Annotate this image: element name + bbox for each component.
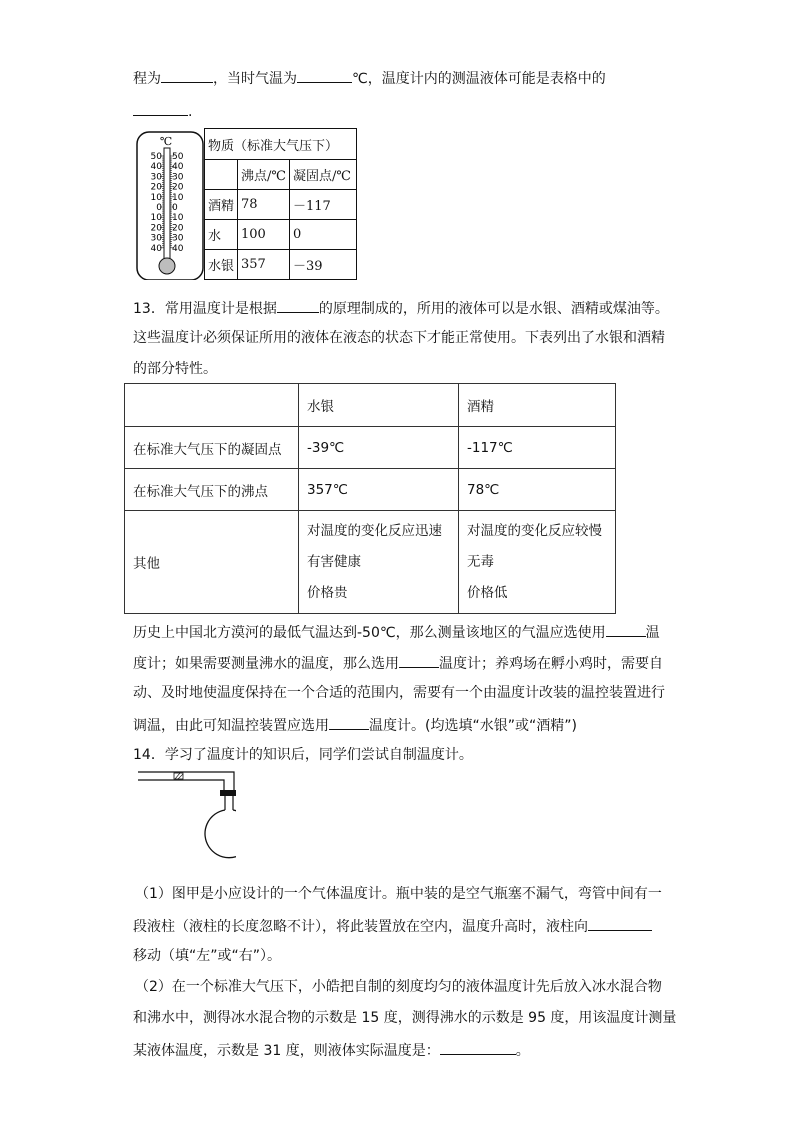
substance-freeze: －39 — [289, 250, 356, 280]
q13-blank-principle[interactable] — [277, 297, 319, 313]
q14-s2-line2: 和沸水中，测得冰水混合物的示数是 15 度，测得沸水的示数是 95 度，用该温度计测量 — [133, 1010, 677, 1026]
thermometer-figure — [136, 130, 206, 280]
substance-table-header: 物质（标准大气压下） — [205, 129, 357, 160]
thermometer-right-label: 40 — [172, 243, 184, 254]
thermometer-left-label: 10 — [150, 192, 162, 203]
thermometer-right-label: 20 — [172, 223, 184, 234]
q12-text-b: ，当时气温为 — [213, 71, 297, 87]
q13-para-line2 — [133, 652, 663, 674]
substance-table-col-boil: 沸点/℃ — [238, 160, 290, 190]
q14-intro: 14．学习了温度计的知识后，同学们尝试自制温度计。 — [133, 747, 473, 763]
thermometer-right-label: 40 — [172, 162, 184, 173]
q13-blank-boiling[interactable] — [399, 652, 439, 668]
q13-p2-b: 温度计；养鸡场在孵小鸡时，需要自 — [439, 656, 663, 672]
properties-mercury-line: 价格贵 — [307, 584, 348, 601]
q12-line1 — [133, 67, 606, 89]
properties-alcohol-cell — [459, 511, 616, 614]
substance-table — [204, 128, 357, 280]
substance-freeze: －117 — [289, 190, 356, 220]
q12-blank-3[interactable] — [133, 100, 188, 116]
q14-s2-line1: （2）在一个标准大气压下，小皓把自制的刻度均匀的液体温度计先后放入冰水混合物 — [135, 979, 662, 995]
table-row — [125, 511, 616, 614]
gas-thermometer-figure — [136, 770, 236, 870]
q13-text-a: 13．常用温度计是根据 — [133, 301, 277, 317]
table-row — [205, 250, 357, 280]
properties-row-label: 其他 — [125, 511, 299, 614]
properties-head-alcohol: 酒精 — [459, 384, 616, 427]
table-row — [125, 427, 616, 469]
thermometer-right-label: 10 — [172, 192, 184, 203]
substance-boil: 78 — [238, 190, 290, 220]
properties-head-empty — [125, 384, 299, 427]
q12-text-c: ℃，温度计内的测温液体可能是表格中的 — [352, 71, 606, 87]
thermometer-left-label: 20 — [150, 182, 162, 193]
q12-blank-1[interactable] — [161, 67, 213, 83]
q14-s1-line2 — [133, 915, 652, 937]
q12-text-a: 程为 — [133, 71, 161, 87]
table-row — [205, 220, 357, 250]
substance-boil: 100 — [238, 220, 290, 250]
properties-mercury-cell: 357℃ — [299, 469, 459, 511]
q14-s2-text-b: 。 — [515, 1043, 530, 1059]
substance-boil: 357 — [238, 250, 290, 280]
q13-p2-a: 度计；如果需要测量沸水的温度，那么选用 — [133, 656, 399, 672]
q12-line2 — [133, 100, 192, 122]
properties-alcohol-line: 对温度的变化反应较慢 — [467, 522, 602, 539]
thermometer-right-label: 20 — [172, 182, 184, 193]
substance-freeze: 0 — [289, 220, 356, 250]
thermometer-left-label: 50 — [150, 152, 162, 162]
substance-name: 水银 — [205, 250, 238, 280]
properties-row-label: 在标准大气压下的凝固点 — [125, 427, 299, 469]
table-row — [125, 469, 616, 511]
properties-mercury-cell — [299, 511, 459, 614]
thermometer-left-label: 40 — [150, 162, 162, 173]
q13-blank-mohe[interactable] — [606, 621, 646, 637]
q13-line1 — [133, 297, 669, 319]
q13-line2: 这些温度计必须保证所用的液体在液态的状态下才能正常使用。下表列出了水银和酒精 — [133, 330, 665, 346]
thermometer-right-label: 0 — [172, 203, 178, 213]
properties-mercury-line: 对温度的变化反应迅速 — [307, 522, 442, 539]
thermometer-left-label: 10 — [150, 213, 162, 224]
properties-table — [124, 383, 616, 614]
substance-table-col-freeze: 凝固点/℃ — [289, 160, 356, 190]
q13-p4-a: 调温，由此可知温控装置应选用 — [133, 718, 329, 734]
q13-text-b: 的原理制成的，所用的液体可以是水银、酒精或煤油等。 — [318, 301, 669, 317]
properties-alcohol-cell: 78℃ — [459, 469, 616, 511]
q13-p1-b: 温 — [645, 625, 660, 641]
thermometer-left-label: 20 — [150, 223, 162, 234]
thermometer-left-label: 0 — [156, 203, 162, 213]
thermometer-right-scale — [172, 152, 184, 254]
properties-head-mercury: 水银 — [299, 384, 459, 427]
table-row — [205, 190, 357, 220]
substance-name: 水 — [205, 220, 238, 250]
q13-p4-b: 温度计。(均选填“水银”或“酒精”) — [369, 718, 577, 734]
properties-mercury-line: 有害健康 — [307, 553, 361, 570]
thermometer-right-label: 30 — [172, 172, 184, 183]
thermometer-unit: ℃ — [159, 135, 173, 148]
q13-line3: 的部分特性。 — [133, 361, 217, 377]
q13-para-line3: 动、及时地使温度保持在一个合适的范围内，需要有一个由温度计改装的温控装置进行 — [133, 685, 665, 701]
thermometer-left-label: 30 — [150, 233, 162, 244]
q13-para-line4 — [133, 714, 577, 736]
q13-blank-control[interactable] — [329, 714, 369, 730]
q12-line2-end: . — [188, 104, 193, 120]
q13-para-line1 — [133, 621, 660, 643]
q12-blank-2[interactable] — [297, 67, 352, 83]
q14-s2-text-a: 某液体温度，示数是 31 度，则液体实际温度是： — [133, 1043, 440, 1059]
thermometer-left-label: 30 — [150, 172, 162, 183]
thermometer-left-scale — [151, 152, 163, 254]
q14-s1-text: 段液柱（液柱的长度忽略不计），将此装置放在空内，温度升高时，液柱向 — [133, 919, 588, 935]
thermometer-left-label: 40 — [150, 243, 162, 254]
q14-s1-line1: （1）图甲是小应设计的一个气体温度计。瓶中装的是空气瓶塞不漏气，弯管中间有一 — [135, 886, 662, 902]
properties-alcohol-line: 价格低 — [467, 584, 508, 601]
q14-blank-temperature[interactable] — [440, 1039, 516, 1055]
properties-alcohol-cell: -117℃ — [459, 427, 616, 469]
q14-s1-line3: 移动（填“左”或“右”）。 — [133, 948, 282, 964]
q13-p1-a: 历史上中国北方漠河的最低气温达到-50℃，那么测量该地区的气温应选使用 — [133, 625, 606, 641]
thermometer-right-label: 10 — [172, 213, 184, 224]
q14-s2-line3 — [133, 1039, 530, 1061]
thermometer-right-label: 30 — [172, 233, 184, 244]
substance-table-blank — [205, 160, 238, 190]
thermometer-right-label: 50 — [172, 152, 184, 162]
q14-blank-direction[interactable] — [588, 915, 652, 931]
properties-row-label: 在标准大气压下的沸点 — [125, 469, 299, 511]
properties-mercury-cell: -39℃ — [299, 427, 459, 469]
properties-alcohol-line: 无毒 — [467, 553, 494, 570]
substance-name: 酒精 — [205, 190, 238, 220]
